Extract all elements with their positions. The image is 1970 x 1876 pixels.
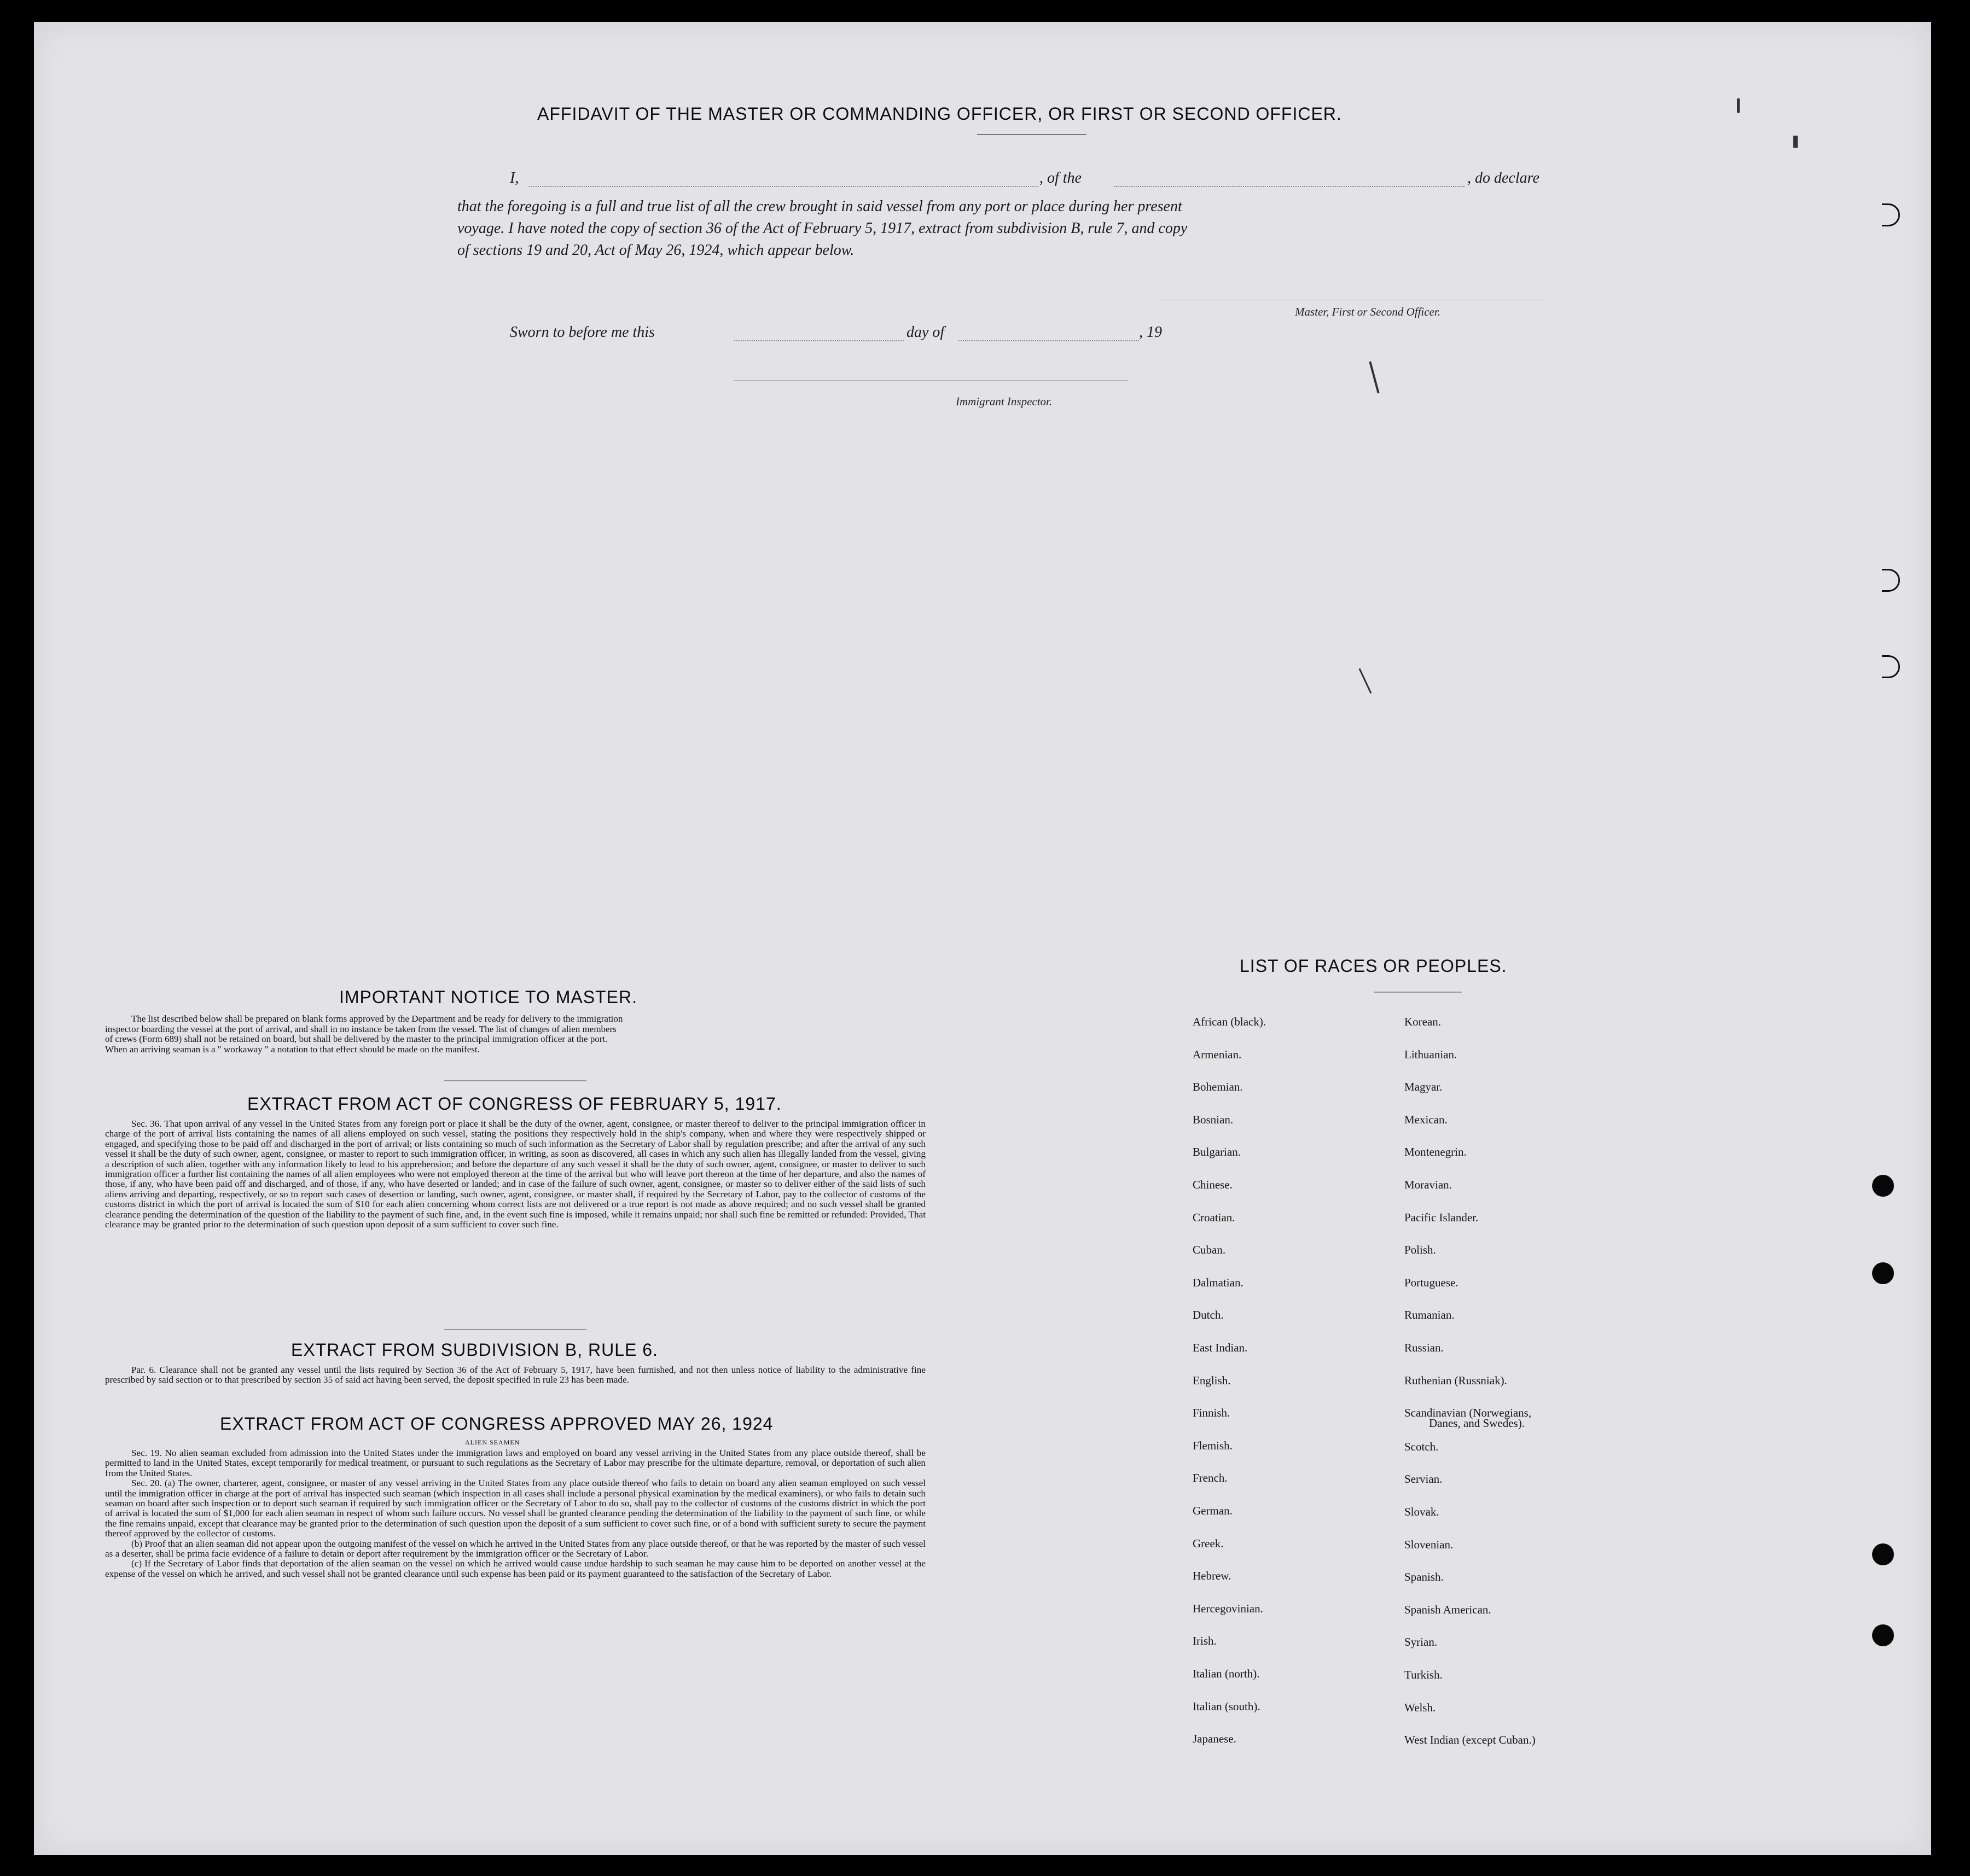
master-caption: Master, First or Second Officer.: [1295, 305, 1440, 318]
subdivision-paragraph: Par. 6. Clearance shall not be granted any vessel until the lists required by Section 36 of the Act of February 5, 1917, have been furnished, and not then unless notice of liability to the administrative fine prescribed by said section or to that prescribed by section 35 of said act having been served, the deposit specified in rule 23 has been made.: [105, 1365, 926, 1385]
race-item: Bulgarian.: [1193, 1145, 1241, 1159]
sworn-day-blank: [734, 340, 904, 341]
race-item: Italian (south).: [1193, 1699, 1260, 1713]
race-item: West Indian (except Cuban.): [1404, 1733, 1536, 1747]
extract-1924-subtitle: ALIEN SEAMEN: [465, 1438, 520, 1446]
extract-1924-title: EXTRACT FROM ACT OF CONGRESS APPROVED MAY 26, 1924: [220, 1414, 774, 1434]
race-item: Japanese.: [1193, 1732, 1236, 1746]
affidavit-body-line3: of sections 19 and 20, Act of May 26, 1924, which appear below.: [457, 242, 855, 259]
race-item: French.: [1193, 1471, 1228, 1485]
extract-1917-rule: [444, 1329, 586, 1330]
race-item: Korean.: [1404, 1015, 1442, 1028]
race-item: Pacific Islander.: [1404, 1210, 1479, 1224]
race-item: Croatian.: [1193, 1210, 1235, 1224]
extract-1917-title: EXTRACT FROM ACT OF CONGRESS OF FEBRUARY 5, 1917.: [247, 1094, 782, 1114]
binder-hole: [1872, 1543, 1894, 1565]
vessel-blank: [1114, 186, 1465, 187]
race-item: Dalmatian.: [1193, 1275, 1243, 1289]
races-title-rule: [1374, 992, 1462, 993]
extract-1917-paragraph: Sec. 36. That upon arrival of any vessel in the United States from any foreign port or place it shall be the duty of the owner, agent, consignee, or master thereof to deliver to the principal immigration officer in charge of the port of arrival lists containing the names of all aliens employed on such vessel, stating the positions they respectively hold in the ship's company, when and where they were respectively shipped or engaged, and specifying those to be paid off and discharged in the port of arrival; or lists containing so much of such information as the Secretary of Labor shall by regulation prescribe; and after the arrival of any such vessel it shall be the duty of such owner, agent, consignee, or master to report to such immigration officer, in writing, as soon as discovered, all cases in which any such alien has illegally landed from the vessel, giving a description of such alien, together with any information likely to lead to his apprehension; and before the departure of any such vessel it shall be the duty of such owner, agent, consignee, or master to deliver to such immigration officer a further list containing the names of all alien employees who were not employed thereon at the time of the arrival but who will leave port thereon at the time of her departure, and also the names of those, if any, who have been paid off and discharged, and of those, if any, who have deserted or landed; and in case of the failure of such owner, agent, consignee, or master so to deliver either of the said lists of such aliens arriving and departing, respectively, or so to report such cases of desertion or landing, such owner, agent, consignee, or master shall, if required by the Secretary of Labor, pay to the collector of customs of the customs district in which the port of arrival is located the sum of $10 for each alien concerning whom correct lists are not delivered or a true report is not made as above required; and no such vessel shall be granted clearance pending the determination of the question of the liability to the payment of such fine, and, in the event such fine is imposed, while it remains unpaid; nor shall such fine be remitted or refunded: Provided, That clearance may be granted prior to the determination of such question upon deposit of a sum sufficient to cover such fine.: [105, 1118, 926, 1230]
race-scandinavian-continued: Danes, and Swedes).: [1429, 1417, 1525, 1430]
race-item: Chinese.: [1193, 1178, 1233, 1191]
race-item: Montenegrin.: [1404, 1145, 1467, 1159]
race-item: Spanish American.: [1404, 1603, 1491, 1616]
race-item: Italian (north).: [1193, 1667, 1260, 1680]
notice-rule: [444, 1080, 586, 1081]
notice-line-4: When an arriving seaman is a " workaway " a notation to that effect should be made on the manifest.: [105, 1044, 480, 1054]
extract-1917-text: [105, 1119, 926, 1230]
document-page: [34, 22, 1931, 1855]
sworn-month-blank: [958, 340, 1139, 341]
sec-20a-paragraph: Sec. 20. (a) The owner, charterer, agent, consignee, or master of any vessel arriving in the United States from any place outside thereof who fails to detain on board any alien seaman employed on such vessel until the immigration officer in charge at the port of arrival has inspected such seaman (which inspection in all cases shall include a personal physical examination by the medical examiners), or who fails to detain such seaman on board after such inspection or to deport such seaman if required by such immigration officer or the Secretary of Labor to do so, shall pay to the collector of customs of the customs district in which the port of arrival is located the sum of $1,000 for each alien seaman in respect of whom such failure occurs. No vessel shall be granted clearance pending the determination of the liability to the payment of such fine, or while the fine remains unpaid, except that clearance may be granted prior to the determination of such question upon the deposit of a sum sufficient to cover such fine, or of a bond with sufficient surety to secure the payment thereof approved by the collector of customs.: [105, 1478, 926, 1539]
extract-1924-text: [105, 1448, 926, 1579]
inspector-caption: Immigrant Inspector.: [956, 395, 1053, 408]
notice-line-1: The list described below shall be prepared on blank forms approved by the Department and be ready for delivery to the immigration: [131, 1013, 623, 1024]
race-item: English.: [1193, 1373, 1231, 1387]
race-item: Lithuanian.: [1404, 1047, 1457, 1061]
race-item: Portuguese.: [1404, 1275, 1458, 1289]
inspector-signature-line: [734, 380, 1128, 381]
race-item: Hebrew.: [1193, 1569, 1231, 1583]
notice-title: IMPORTANT NOTICE TO MASTER.: [339, 987, 637, 1007]
affidavit-title: AFFIDAVIT OF THE MASTER OR COMMANDING OFFICER, OR FIRST OR SECOND OFFICER.: [537, 104, 1342, 124]
sec-19-paragraph: Sec. 19. No alien seaman excluded from admission into the United States under the immigration laws and employed on board any vessel arriving in the United States from any place outside thereof, shall be permitted to land in the United States, except temporarily for medical treatment, or pursuant to such regulations as the Secretary of Labor may prescribe for the ultimate departure, removal, or deportation of such alien from the United States.: [105, 1448, 926, 1478]
races-title: LIST OF RACES OR PEOPLES.: [1240, 956, 1507, 976]
binder-hole: [1872, 1262, 1894, 1284]
affidavit-of-the: , of the: [1039, 170, 1082, 187]
notice-line-3: of crews (Form 689) shall not be retained on board, but shall be delivered by the master to the principal immigration officer at the port.: [105, 1034, 608, 1044]
race-item: Slovenian.: [1404, 1537, 1454, 1551]
race-item: Armenian.: [1193, 1047, 1242, 1061]
race-item: Bosnian.: [1193, 1112, 1234, 1126]
race-item: Turkish.: [1404, 1668, 1443, 1681]
sec-20b-paragraph: (b) Proof that an alien seaman did not appear upon the outgoing manifest of the vessel on which he arrived in the United States from any place outside thereof, or that he was reported by the master of such vessel as a deserter, shall be prima facie evidence of a failure to detain or deport after requirement by the immigration officer or the Secretary of Labor.: [105, 1538, 926, 1559]
race-item: Syrian.: [1404, 1635, 1438, 1649]
race-item: Dutch.: [1193, 1308, 1224, 1322]
affidavit-body-line1: that the foregoing is a full and true list of all the crew brought in said vessel from any port or place during her present: [457, 198, 1182, 215]
name-blank: [529, 186, 1038, 187]
scan-speck: [1793, 136, 1798, 148]
race-item: Bohemian.: [1193, 1080, 1243, 1094]
affidavit-i: I,: [510, 170, 519, 187]
race-item: Spanish.: [1404, 1570, 1444, 1584]
race-item: Moravian.: [1404, 1178, 1452, 1191]
race-item: Cuban.: [1193, 1243, 1226, 1257]
race-item: Hercegovinian.: [1193, 1601, 1263, 1615]
race-item: Welsh.: [1404, 1700, 1436, 1714]
affidavit-body-line2: voyage. I have noted the copy of section 36 of the Act of February 5, 1917, extract from subdivision B, rule 7, and copy: [457, 220, 1188, 237]
race-item: Mexican.: [1404, 1112, 1448, 1126]
race-item: Slovak.: [1404, 1505, 1439, 1518]
affidavit-declare: , do declare: [1467, 170, 1539, 187]
race-item: East Indian.: [1193, 1341, 1248, 1354]
race-item: Greek.: [1193, 1536, 1224, 1550]
race-item: Irish.: [1193, 1634, 1217, 1648]
race-item: Magyar.: [1404, 1080, 1443, 1094]
affidavit-title-rule: [977, 134, 1086, 135]
race-item: Finnish.: [1193, 1406, 1230, 1420]
binder-hole: [1872, 1175, 1894, 1197]
race-item: African (black).: [1193, 1015, 1266, 1028]
race-item: Rumanian.: [1404, 1308, 1455, 1322]
race-item: Flemish.: [1193, 1438, 1233, 1452]
sworn-year: , 19: [1139, 324, 1162, 341]
race-item: Ruthenian (Russniak).: [1404, 1373, 1507, 1387]
race-item: German.: [1193, 1504, 1233, 1517]
sworn-day-of: day of: [906, 324, 945, 341]
scan-speck: [1369, 362, 1379, 394]
race-item: Scotch.: [1404, 1440, 1439, 1453]
race-item: Russian.: [1404, 1341, 1444, 1354]
notice-line-2: inspector boarding the vessel at the port of arrival, and shall in no instance be taken from the vessel. The list of changes of alien members: [105, 1023, 617, 1034]
race-item: Servian.: [1404, 1472, 1443, 1486]
sworn-prefix: Sworn to before me this: [510, 324, 655, 341]
subdivision-title: EXTRACT FROM SUBDIVISION B, RULE 6.: [291, 1340, 658, 1360]
notice-text: [105, 1014, 926, 1054]
scan-speck: [1359, 668, 1372, 694]
race-item: Scandinavian (Norwegians,: [1404, 1406, 1532, 1420]
race-item: Polish.: [1404, 1243, 1436, 1257]
sec-20c-paragraph: (c) If the Secretary of Labor finds that deportation of the alien seaman on the vessel on which he arrived would cause undue hardship to such seaman he may cause him to be deported on another vessel at the expense of the vessel on which he arrived, and such vessel shall not be granted clearance until such expense has been paid or its payment guaranteed to the satisfaction of the Secretary of Labor.: [105, 1558, 926, 1579]
binder-hole: [1872, 1624, 1894, 1646]
scan-speck: [1737, 98, 1740, 113]
subdivision-text: [105, 1365, 926, 1385]
